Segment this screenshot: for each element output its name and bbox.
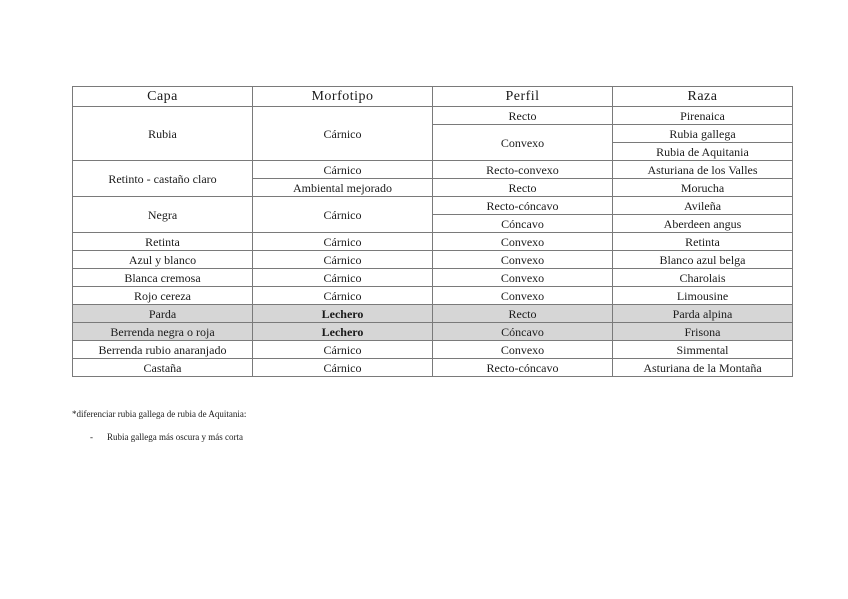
cell-raza: Aberdeen angus xyxy=(613,215,793,233)
cell-raza: Simmental xyxy=(613,341,793,359)
cell-morfotipo: Lechero xyxy=(253,323,433,341)
cell-capa: Parda xyxy=(73,305,253,323)
table-row xyxy=(73,251,793,269)
table-row xyxy=(73,107,793,125)
cell-morfotipo: Ambiental mejorado xyxy=(253,179,433,197)
cell-perfil: Recto xyxy=(433,179,613,197)
cell-morfotipo: Cárnico xyxy=(253,269,433,287)
cell-morfotipo: Cárnico xyxy=(253,341,433,359)
cell-morfotipo: Cárnico xyxy=(253,107,433,161)
cell-capa: Blanca cremosa xyxy=(73,269,253,287)
cell-perfil: Recto-cóncavo xyxy=(433,197,613,215)
cell-capa: Rojo cereza xyxy=(73,287,253,305)
table-row-shaded xyxy=(73,305,793,323)
cell-capa: Retinto - castaño claro xyxy=(73,161,253,197)
cell-perfil: Convexo xyxy=(433,287,613,305)
cell-raza: Blanco azul belga xyxy=(613,251,793,269)
table-row xyxy=(73,161,793,179)
footnote: *diferenciar rubia gallega de rubia de Aquitania: xyxy=(72,409,247,419)
cattle-breeds-table xyxy=(72,86,793,377)
footnote-bullet xyxy=(90,432,243,442)
cell-capa: Retinta xyxy=(73,233,253,251)
table-row xyxy=(73,287,793,305)
cell-morfotipo: Cárnico xyxy=(253,161,433,179)
table-row xyxy=(73,269,793,287)
cell-raza: Rubia de Aquitania xyxy=(613,143,793,161)
cell-capa: Azul y blanco xyxy=(73,251,253,269)
cell-capa: Rubia xyxy=(73,107,253,161)
cell-raza: Asturiana de la Montaña xyxy=(613,359,793,377)
header-capa: Capa xyxy=(73,87,253,107)
table-row xyxy=(73,197,793,215)
cell-perfil: Convexo xyxy=(433,341,613,359)
cell-morfotipo: Cárnico xyxy=(253,287,433,305)
cell-perfil: Recto xyxy=(433,305,613,323)
cell-capa: Castaña xyxy=(73,359,253,377)
cell-raza: Morucha xyxy=(613,179,793,197)
cell-capa: Berrenda rubio anaranjado xyxy=(73,341,253,359)
cell-raza: Pirenaica xyxy=(613,107,793,125)
table-row xyxy=(73,233,793,251)
table-row xyxy=(73,341,793,359)
cell-raza: Parda alpina xyxy=(613,305,793,323)
header-perfil: Perfil xyxy=(433,87,613,107)
cell-raza: Limousine xyxy=(613,287,793,305)
cell-raza: Rubia gallega xyxy=(613,125,793,143)
cell-perfil: Cóncavo xyxy=(433,323,613,341)
cell-morfotipo: Cárnico xyxy=(253,251,433,269)
cell-perfil: Convexo xyxy=(433,233,613,251)
cell-perfil: Cóncavo xyxy=(433,215,613,233)
cell-perfil: Convexo xyxy=(433,269,613,287)
cell-raza: Asturiana de los Valles xyxy=(613,161,793,179)
header-row xyxy=(73,87,793,107)
cell-morfotipo: Cárnico xyxy=(253,359,433,377)
cell-morfotipo: Cárnico xyxy=(253,197,433,233)
cell-capa: Negra xyxy=(73,197,253,233)
cell-morfotipo: Cárnico xyxy=(253,233,433,251)
cell-raza: Avileña xyxy=(613,197,793,215)
table-row xyxy=(73,359,793,377)
cell-capa: Berrenda negra o roja xyxy=(73,323,253,341)
bullet-marker: - xyxy=(90,432,93,442)
cell-perfil: Recto-convexo xyxy=(433,161,613,179)
table-row-shaded xyxy=(73,323,793,341)
cell-raza: Retinta xyxy=(613,233,793,251)
cell-perfil: Recto-cóncavo xyxy=(433,359,613,377)
cell-perfil: Convexo xyxy=(433,251,613,269)
cell-raza: Frisona xyxy=(613,323,793,341)
cell-raza: Charolais xyxy=(613,269,793,287)
header-raza: Raza xyxy=(613,87,793,107)
cell-perfil: Convexo xyxy=(433,125,613,161)
cell-morfotipo: Lechero xyxy=(253,305,433,323)
bullet-text: Rubia gallega más oscura y más corta xyxy=(107,432,243,442)
cell-perfil: Recto xyxy=(433,107,613,125)
header-morfotipo: Morfotipo xyxy=(253,87,433,107)
